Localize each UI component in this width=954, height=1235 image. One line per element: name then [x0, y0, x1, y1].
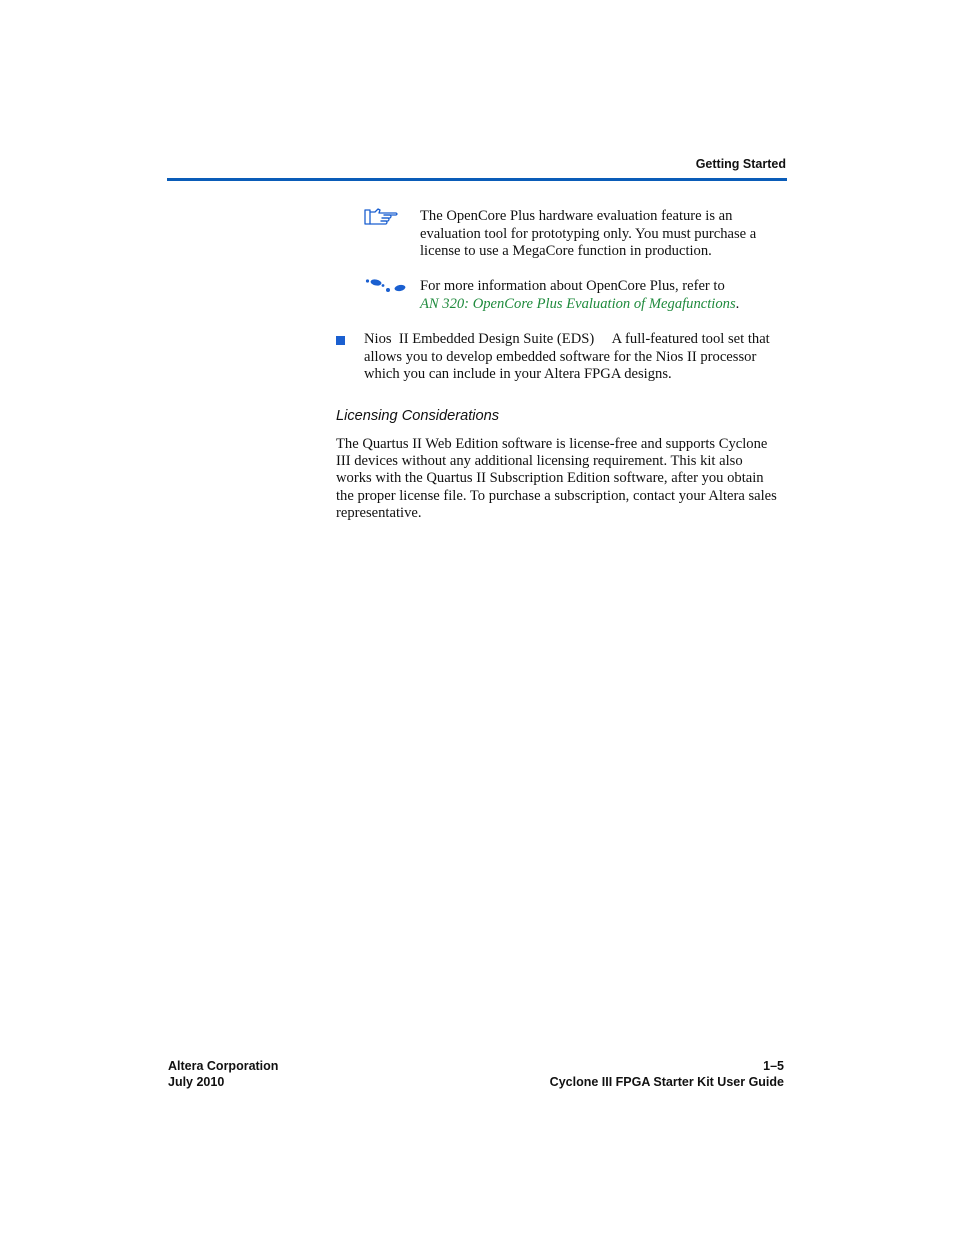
footer-page-number: 1–5 [763, 1059, 784, 1073]
pointing-hand-icon [364, 208, 408, 230]
reference-intro: For more information about OpenCore Plus, refer to [420, 278, 725, 294]
body-paragraph: The Quartus II Web Edition software is license-free and supports Cyclone III devices without any additional licensing requirement. This kit also works with the Quartus II Subscription Edition software, after you obtain the proper license file. To purchase a subscription, contact your Altera sales representative. [336, 436, 777, 521]
footer-guide-title: Cyclone III FPGA Starter Kit User Guide [549, 1074, 784, 1089]
header-rule [167, 178, 787, 181]
bullet-label: Nios II Embedded Design Suite (EDS) [364, 331, 595, 347]
footer-left [168, 1059, 278, 1090]
reference-period: . [735, 295, 740, 312]
bullet-description: A full-featured tool set that allows you to develop embedded software for the Nios II processor which you can include in your Altera FPGA designs. [364, 331, 770, 382]
footer-right [550, 1059, 784, 1090]
section-heading: Licensing Considerations [336, 408, 500, 424]
footer-company: Altera Corporation [168, 1059, 279, 1073]
an320-link[interactable]: AN 320: OpenCore Plus Evaluation of Megafunctions [420, 295, 736, 312]
bullet-text [364, 331, 786, 384]
note-text: The OpenCore Plus hardware evaluation feature is an evaluation tool for prototyping only. You must purchase a license to use a MegaCore function in production. [420, 208, 757, 259]
reference-text [420, 278, 788, 313]
footer-date: July 2010 [168, 1074, 225, 1089]
footprints-icon [364, 278, 408, 300]
bullet-square-icon [336, 336, 345, 345]
page-header-title: Getting Started [695, 157, 786, 171]
